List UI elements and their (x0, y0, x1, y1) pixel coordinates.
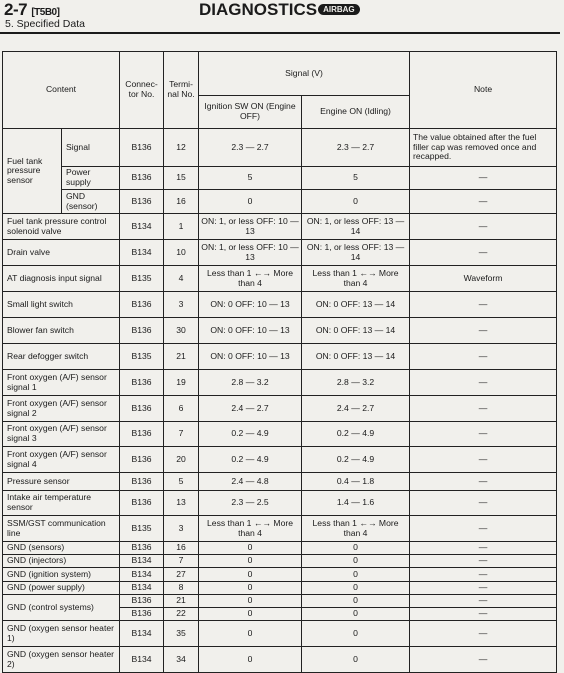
note-cell: Waveform (410, 266, 557, 292)
content-cell: Front oxygen (A/F) sensor signal 3 (3, 422, 120, 447)
engine-on-cell: ON: 0 OFF: 13 — 14 (302, 344, 410, 370)
table-row (3, 568, 557, 582)
terminal-cell: 7 (164, 555, 199, 568)
title-text: DIAGNOSTICS (199, 0, 318, 19)
note-cell: — (410, 542, 557, 555)
content-cell: GND (oxygen sensor heater 2) (3, 647, 120, 673)
ignition-on-cell: ON: 1, or less OFF: 10 — 13 (199, 240, 302, 266)
ignition-on-cell: 0 (199, 608, 302, 621)
connector-cell: B135 (120, 516, 164, 542)
connector-cell: B136 (120, 422, 164, 447)
content-cell: GND (ignition system) (3, 568, 120, 582)
header-connector: Connec-tor No. (120, 52, 164, 129)
engine-on-cell: Less than 1 ←→ More than 4 (302, 266, 410, 292)
table-row (3, 647, 557, 673)
terminal-cell: 3 (164, 292, 199, 318)
terminal-cell: 21 (164, 344, 199, 370)
header-rule (0, 32, 560, 34)
content-cell: Front oxygen (A/F) sensor signal 1 (3, 370, 120, 396)
terminal-cell: 13 (164, 491, 199, 516)
terminal-cell: 19 (164, 370, 199, 396)
ignition-on-cell: 2.4 — 2.7 (199, 396, 302, 422)
terminal-cell: 4 (164, 266, 199, 292)
ignition-on-cell: 2.3 — 2.5 (199, 491, 302, 516)
engine-on-cell: 0 (302, 582, 410, 595)
table-row (3, 167, 557, 190)
connector-cell: B136 (120, 491, 164, 516)
engine-on-cell: 5 (302, 167, 410, 190)
header-engine-on: Engine ON (Idling) (302, 96, 410, 129)
note-cell: — (410, 568, 557, 582)
table-row (3, 344, 557, 370)
table-row (3, 555, 557, 568)
ignition-on-cell: 0 (199, 190, 302, 214)
content-cell: GND (injectors) (3, 555, 120, 568)
terminal-cell: 5 (164, 473, 199, 491)
engine-on-cell: 1.4 — 1.6 (302, 491, 410, 516)
header-signal: Signal (V) (199, 52, 410, 96)
connector-cell: B136 (120, 167, 164, 190)
ignition-on-cell: 2.4 — 4.8 (199, 473, 302, 491)
connector-cell: B136 (120, 542, 164, 555)
engine-on-cell: 0 (302, 568, 410, 582)
table-row (3, 129, 557, 167)
terminal-cell: 20 (164, 447, 199, 473)
ignition-on-cell: 0 (199, 595, 302, 608)
engine-on-cell: Less than 1 ←→ More than 4 (302, 516, 410, 542)
content-cell: Signal (62, 129, 120, 167)
connector-cell: B134 (120, 582, 164, 595)
content-cell: Pressure sensor (3, 473, 120, 491)
ignition-on-cell: 0 (199, 568, 302, 582)
content-cell: Front oxygen (A/F) sensor signal 4 (3, 447, 120, 473)
engine-on-cell: 0 (302, 542, 410, 555)
airbag-badge: AIRBAG (318, 4, 360, 15)
terminal-cell: 7 (164, 422, 199, 447)
terminal-cell: 27 (164, 568, 199, 582)
ignition-on-cell: Less than 1 ←→ More than 4 (199, 516, 302, 542)
ignition-on-cell: 0 (199, 621, 302, 647)
table-row (3, 318, 557, 344)
note-cell: — (410, 370, 557, 396)
note-cell: — (410, 595, 557, 608)
note-cell: — (410, 396, 557, 422)
note-cell: — (410, 582, 557, 595)
engine-on-cell: ON: 1, or less OFF: 13 — 14 (302, 240, 410, 266)
content-cell: Rear defogger switch (3, 344, 120, 370)
note-cell: — (410, 344, 557, 370)
connector-cell: B134 (120, 647, 164, 673)
table-row (3, 396, 557, 422)
connector-cell: B136 (120, 447, 164, 473)
table-row (3, 595, 557, 608)
connector-cell: B134 (120, 568, 164, 582)
content-cell: Fuel tank pressure control solenoid valve (3, 214, 120, 240)
terminal-cell: 3 (164, 516, 199, 542)
engine-on-cell: ON: 1, or less OFF: 13 — 14 (302, 214, 410, 240)
content-cell: GND (sensor) (62, 190, 120, 214)
note-cell: — (410, 214, 557, 240)
note-cell: — (410, 167, 557, 190)
page-header (0, 0, 564, 40)
terminal-cell: 34 (164, 647, 199, 673)
header-note: Note (410, 52, 557, 129)
terminal-cell: 16 (164, 190, 199, 214)
terminal-cell: 16 (164, 542, 199, 555)
connector-cell: B136 (120, 190, 164, 214)
table-row (3, 370, 557, 396)
table-row (3, 266, 557, 292)
ignition-on-cell: 0 (199, 582, 302, 595)
note-cell: — (410, 447, 557, 473)
content-cell: SSM/GST communication line (3, 516, 120, 542)
connector-cell: B136 (120, 473, 164, 491)
content-cell: Intake air temperature sensor (3, 491, 120, 516)
engine-on-cell: 0 (302, 647, 410, 673)
header-content: Content (3, 52, 120, 129)
content-cell: Drain valve (3, 240, 120, 266)
terminal-cell: 30 (164, 318, 199, 344)
terminal-cell: 12 (164, 129, 199, 167)
ignition-on-cell: Less than 1 ←→ More than 4 (199, 266, 302, 292)
connector-cell: B135 (120, 344, 164, 370)
table-row (3, 491, 557, 516)
note-cell: — (410, 240, 557, 266)
table-row (3, 447, 557, 473)
note-cell: — (410, 473, 557, 491)
page-title (199, 0, 360, 20)
terminal-cell: 21 (164, 595, 199, 608)
note-cell: — (410, 491, 557, 516)
ignition-on-cell: 0 (199, 647, 302, 673)
table-row (3, 240, 557, 266)
table-row (3, 621, 557, 647)
engine-on-cell: ON: 0 OFF: 13 — 14 (302, 292, 410, 318)
page-number-text: 2-7 (4, 0, 28, 19)
connector-cell: B136 (120, 396, 164, 422)
engine-on-cell: 2.4 — 2.7 (302, 396, 410, 422)
terminal-cell: 1 (164, 214, 199, 240)
note-cell: — (410, 292, 557, 318)
terminal-cell: 8 (164, 582, 199, 595)
table-row (3, 473, 557, 491)
connector-cell: B134 (120, 621, 164, 647)
content-cell: GND (power supply) (3, 582, 120, 595)
engine-on-cell: 0 (302, 595, 410, 608)
connector-cell: B136 (120, 370, 164, 396)
ignition-on-cell: 0.2 — 4.9 (199, 447, 302, 473)
engine-on-cell: 0 (302, 190, 410, 214)
engine-on-cell: 0.2 — 4.9 (302, 422, 410, 447)
engine-on-cell: 2.3 — 2.7 (302, 129, 410, 167)
connector-cell: B136 (120, 292, 164, 318)
note-cell: — (410, 422, 557, 447)
engine-on-cell: 2.8 — 3.2 (302, 370, 410, 396)
connector-cell: B136 (120, 129, 164, 167)
ignition-on-cell: 0 (199, 542, 302, 555)
ignition-on-cell: ON: 0 OFF: 10 — 13 (199, 318, 302, 344)
note-cell: — (410, 621, 557, 647)
header-ignition-on: Ignition SW ON (Engine OFF) (199, 96, 302, 129)
connector-cell: B134 (120, 555, 164, 568)
table-row (3, 582, 557, 595)
content-cell: GND (oxygen sensor heater 1) (3, 621, 120, 647)
ignition-on-cell: 0.2 — 4.9 (199, 422, 302, 447)
ignition-on-cell: 2.8 — 3.2 (199, 370, 302, 396)
ignition-on-cell: ON: 1, or less OFF: 10 — 13 (199, 214, 302, 240)
header-row (3, 52, 557, 96)
terminal-cell: 6 (164, 396, 199, 422)
engine-on-cell: 0.2 — 4.9 (302, 447, 410, 473)
note-cell: — (410, 555, 557, 568)
note-cell: — (410, 318, 557, 344)
specified-data-table (2, 51, 557, 673)
content-cell: AT diagnosis input signal (3, 266, 120, 292)
table-row (3, 422, 557, 447)
note-cell: — (410, 647, 557, 673)
terminal-cell: 22 (164, 608, 199, 621)
note-cell: — (410, 190, 557, 214)
content-cell: Front oxygen (A/F) sensor signal 2 (3, 396, 120, 422)
ignition-on-cell: ON: 0 OFF: 10 — 13 (199, 292, 302, 318)
terminal-cell: 10 (164, 240, 199, 266)
engine-on-cell: ON: 0 OFF: 13 — 14 (302, 318, 410, 344)
note-cell: — (410, 608, 557, 621)
connector-cell: B134 (120, 214, 164, 240)
group-label-fuel-tank: Fuel tank pressure sensor (3, 129, 62, 214)
ignition-on-cell: ON: 0 OFF: 10 — 13 (199, 344, 302, 370)
table-row (3, 214, 557, 240)
note-cell: — (410, 516, 557, 542)
engine-on-cell: 0 (302, 555, 410, 568)
table-row (3, 292, 557, 318)
content-cell: Small light switch (3, 292, 120, 318)
table-row (3, 542, 557, 555)
engine-on-cell: 0 (302, 621, 410, 647)
terminal-cell: 15 (164, 167, 199, 190)
connector-cell: B136 (120, 608, 164, 621)
connector-cell: B136 (120, 595, 164, 608)
ignition-on-cell: 0 (199, 555, 302, 568)
table-row (3, 190, 557, 214)
ignition-on-cell: 2.3 — 2.7 (199, 129, 302, 167)
engine-on-cell: 0.4 — 1.8 (302, 473, 410, 491)
page-number (4, 0, 59, 20)
connector-cell: B136 (120, 318, 164, 344)
terminal-cell: 35 (164, 621, 199, 647)
connector-cell: B134 (120, 240, 164, 266)
note-cell: The value obtained after the fuel filler cap was removed once and recapped. (410, 129, 557, 167)
header-terminal: Termi-nal No. (164, 52, 199, 129)
content-cell: GND (sensors) (3, 542, 120, 555)
section-title: 5. Specified Data (5, 18, 85, 30)
page-code: [T5B0] (31, 7, 60, 18)
engine-on-cell: 0 (302, 608, 410, 621)
content-cell: Blower fan switch (3, 318, 120, 344)
content-cell: GND (control systems) (3, 595, 120, 621)
table-row (3, 516, 557, 542)
content-cell: Power supply (62, 167, 120, 190)
connector-cell: B135 (120, 266, 164, 292)
ignition-on-cell: 5 (199, 167, 302, 190)
